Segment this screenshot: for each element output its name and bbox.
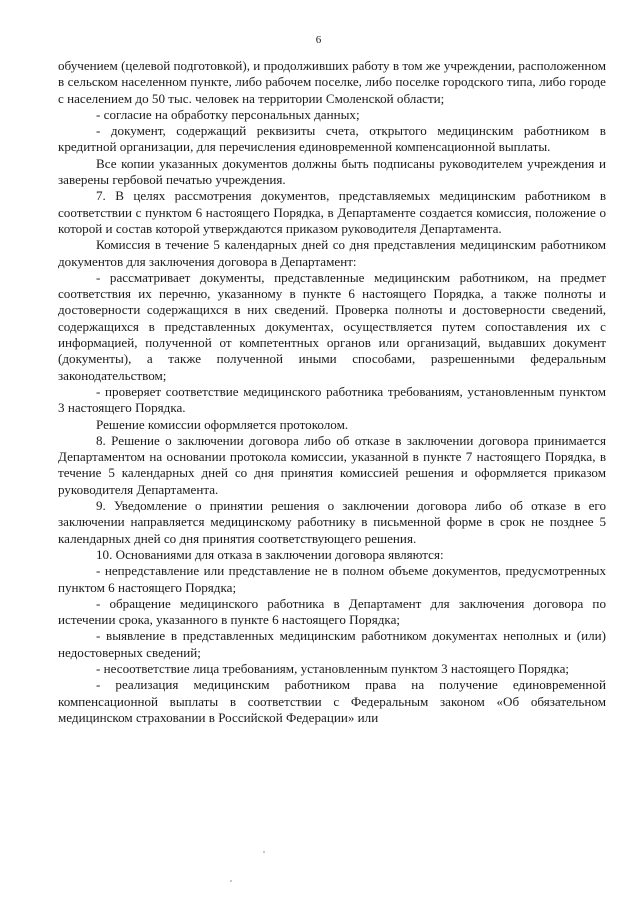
paragraph-continuation: обучением (целевой подготовкой), и продолживших работу в том же учреждении, расположенном в сельском населенном пункте, либо рабочем поселке, либо поселке городского типа, либо городе с населением до 50 тыс. человек на территории Смоленской области; [58,58,606,106]
paragraph-clause-8: 8. Решение о заключении договора либо об отказе в заключении договора принимается Департаментом на основании протокола комиссии, указанной в пункте 7 настоящего Порядка, в течение 5 календарных дней со дня принятия комиссией решения и оформляется приказом руководителя Департамента. [58,432,606,497]
paragraph-protocol: Решение комиссии оформляется протоколом. [96,416,349,432]
document-body [58,58,606,726]
list-item-unreliable-info: - выявление в представленных медицинским работником документах неполных и (или) недостоверных сведений; [58,628,606,660]
list-item-late-application: - обращение медицинского работника в Департамент для заключения договора по истечении срока, указанного в пункте 6 настоящего Порядка; [58,595,606,628]
list-item-consent: - согласие на обработку персональных данных; [96,106,360,122]
page-number: 6 [315,34,322,46]
list-item-check-requirements: - проверяет соответствие медицинского работника требованиям, установленным пунктом 3 настоящего Порядка. [58,383,606,416]
list-item-incomplete-documents: - непредставление или представление не в полном объеме документов, предусмотренных пунктом 6 настоящего Порядка; [58,563,606,595]
paragraph-copies-certification: Все копии указанных документов должны быть подписаны руководителем учреждения и заверены гербовой печатью учреждения. [58,155,606,188]
paragraph-commission-duties: Комиссия в течение 5 календарных дней со дня представления медицинским работником документов для заключения договора в Департамент: [58,237,606,269]
paragraph-clause-7: 7. В целях рассмотрения документов, представляемых медицинским работником в соответствии с пунктом 6 настоящего Порядка, в Департаменте создается комиссия, положение о которой и состав которой утверждаются приказом руководителя Департамента. [58,188,606,236]
list-item-bank-account: - документ, содержащий реквизиты счета, открытого медицинским работником в кредитной организации, для перечисления единовременной компенсационной выплаты. [58,123,606,155]
paragraph-clause-9: 9. Уведомление о принятии решения о заключении договора либо об отказе в его заключении направляется медицинскому работнику в письменной форме в срок не позднее 5 календарных дней со дня принятия соответствующего решения. [58,498,606,546]
paragraph-clause-10: 10. Основаниями для отказа в заключении договора являются: [96,546,444,562]
scan-speck [263,851,265,853]
list-item-prior-payment: - реализация медицинским работником права на получение единовременной компенсационной выплаты в соответствии с Федеральным законом «Об обязательном медицинском страховании в Российской Федерации» или [58,677,606,725]
list-item-review-documents: - рассматривает документы, представленные медицинским работником, на предмет соответствия их перечню, указанному в пункте 6 настоящего Порядка, а также полноты и достоверности содержащихся в них сведений. Проверка полноты и достоверности сведений, содержащихся в представленных документах, осуществляется путем сопоставления их с информацией, полученной от компетентных органов или организаций, выдавших документ (документы), а также полученной иными способами, разрешенными федеральным законодательством; [58,269,606,383]
scan-speck [230,880,232,882]
list-item-requirements-mismatch: - несоответствие лица требованиям, установленным пунктом 3 настоящего Порядка; [96,660,570,676]
